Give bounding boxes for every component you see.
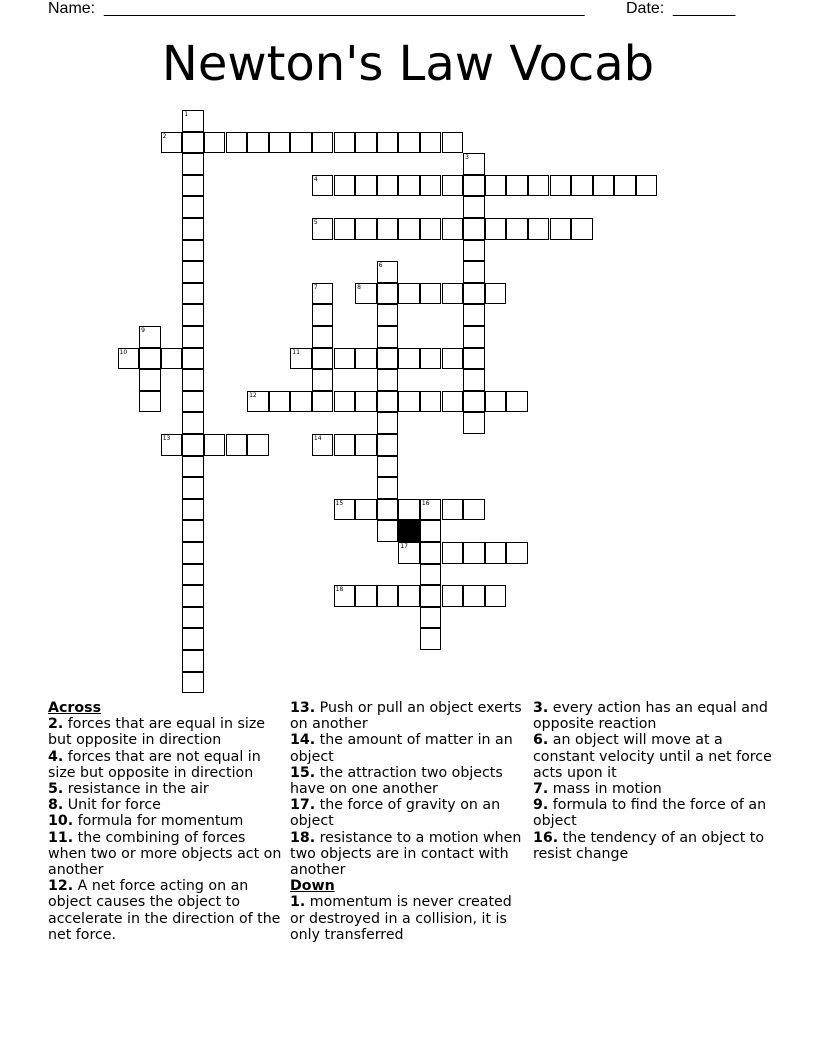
clue-text: the amount of matter in an object <box>290 732 513 765</box>
clue-number-label: 18. <box>290 829 316 846</box>
grid-cell[interactable] <box>334 175 356 197</box>
down-clue <box>533 797 773 829</box>
clue-number-label: 13. <box>290 700 316 716</box>
grid-cell[interactable] <box>355 499 377 521</box>
down-clue <box>290 894 525 943</box>
grid-cell[interactable] <box>355 175 377 197</box>
grid-cell[interactable] <box>355 132 377 154</box>
grid-cell[interactable] <box>139 326 161 348</box>
grid-cell[interactable] <box>182 348 204 370</box>
clue-text: A net force acting on an object causes the object to accelerate in the direction of the net force. <box>48 878 281 943</box>
grid-cell[interactable] <box>312 283 334 305</box>
grid-cell[interactable] <box>182 391 204 413</box>
clue-number-label: 3. <box>533 700 549 716</box>
down-clue <box>533 700 773 732</box>
grid-cell[interactable] <box>485 585 507 607</box>
grid-cell[interactable] <box>334 585 356 607</box>
clue-number: 18 <box>335 586 344 594</box>
grid-cell[interactable] <box>312 326 334 348</box>
clue-text: the attraction two objects have on one another <box>290 764 503 798</box>
grid-cell[interactable] <box>485 542 507 564</box>
grid-cell[interactable] <box>182 304 204 326</box>
grid-cell[interactable] <box>614 175 636 197</box>
grid-cell[interactable] <box>377 412 399 434</box>
grid-cell[interactable] <box>247 434 269 456</box>
down-heading: Down <box>290 878 335 895</box>
grid-cell[interactable] <box>182 542 204 564</box>
grid-cell[interactable] <box>182 283 204 305</box>
grid-cell[interactable] <box>636 175 658 197</box>
clue-number-label: 4. <box>48 748 64 765</box>
grid-cell[interactable] <box>463 283 485 305</box>
clue-number: 1 <box>184 111 189 118</box>
grid-cell[interactable] <box>463 175 485 197</box>
name-label: Name: <box>48 0 96 17</box>
clue-number: 4 <box>313 175 318 183</box>
clue-number-label: 14. <box>290 732 316 749</box>
clue-text: formula for momentum <box>73 813 244 830</box>
clues-column-1 <box>48 700 283 943</box>
clue-number: 14 <box>313 435 322 442</box>
grid-cell[interactable] <box>161 348 183 370</box>
grid-cell[interactable] <box>182 477 204 499</box>
grid-cell[interactable] <box>420 542 442 564</box>
grid-cell[interactable] <box>269 391 291 413</box>
grid-cell[interactable] <box>420 520 442 542</box>
grid-cell[interactable] <box>463 240 485 262</box>
clue-number-label: 8. <box>48 797 64 814</box>
grid-cell[interactable] <box>463 412 485 434</box>
grid-cell[interactable] <box>528 175 550 197</box>
grid-cell[interactable] <box>182 456 204 478</box>
grid-cell[interactable] <box>420 132 442 154</box>
grid-cell[interactable] <box>485 175 507 197</box>
clues-column-3 <box>533 700 773 862</box>
grid-cell[interactable] <box>334 499 356 521</box>
grid-cell[interactable] <box>420 175 442 197</box>
clue-text: Push or pull an object exerts on another <box>290 700 522 733</box>
grid-cell[interactable] <box>377 477 399 499</box>
across-clue <box>48 749 283 781</box>
grid-cell[interactable] <box>442 218 464 240</box>
grid-cell[interactable] <box>334 391 356 413</box>
clue-text: forces that are equal in size but opposite in direction <box>48 716 266 749</box>
across-clue <box>290 830 525 879</box>
clue-number-label: 16. <box>533 829 559 846</box>
clue-number-label: 10. <box>48 813 74 830</box>
grid-cell[interactable] <box>377 175 399 197</box>
grid-cell[interactable] <box>550 218 572 240</box>
grid-cell[interactable] <box>226 434 248 456</box>
across-clue <box>290 700 525 732</box>
grid-cell[interactable] <box>355 283 377 305</box>
grid-cell[interactable] <box>463 585 485 607</box>
grid-cell[interactable] <box>463 391 485 413</box>
grid-cell[interactable] <box>312 132 334 154</box>
grid-cell[interactable] <box>290 348 312 370</box>
grid-cell[interactable] <box>377 456 399 478</box>
across-clue <box>48 781 283 797</box>
grid-cell[interactable] <box>593 175 615 197</box>
clue-number-label: 6. <box>533 732 549 749</box>
grid-cell[interactable] <box>182 110 204 132</box>
clue-number-label: 7. <box>533 781 549 798</box>
grid-cell[interactable] <box>463 348 485 370</box>
grid-cell[interactable] <box>420 564 442 586</box>
clue-number: 13 <box>162 435 171 442</box>
grid-cell[interactable] <box>355 585 377 607</box>
across-clue <box>48 813 283 829</box>
clue-number: 8 <box>357 283 361 291</box>
grid-cell[interactable] <box>398 542 420 564</box>
grid-cell[interactable] <box>463 326 485 348</box>
grid-cell[interactable] <box>377 369 399 391</box>
grid-cell[interactable] <box>269 132 291 154</box>
clue-number-label: 12. <box>48 878 74 895</box>
grid-cell[interactable] <box>442 175 464 197</box>
across-clue <box>290 797 525 829</box>
grid-cell[interactable] <box>506 391 528 413</box>
grid-cell[interactable] <box>377 499 399 521</box>
grid-cell[interactable] <box>312 369 334 391</box>
grid-cell[interactable] <box>398 499 420 521</box>
grid-cell[interactable] <box>420 499 442 521</box>
grid-cell[interactable] <box>506 175 528 197</box>
grid-cell[interactable] <box>182 672 204 694</box>
grid-cell[interactable] <box>182 499 204 521</box>
grid-cell[interactable] <box>334 434 356 456</box>
clue-text: an object will move at a constant velocity until a net force acts upon it <box>533 732 772 781</box>
black-square <box>398 520 420 542</box>
clue-text: Unit for force <box>63 797 161 814</box>
grid-cell[interactable] <box>420 348 442 370</box>
clue-text: every action has an equal and opposite reaction <box>533 700 768 733</box>
grid-cell[interactable] <box>182 564 204 586</box>
grid-cell[interactable] <box>377 434 399 456</box>
grid-cell[interactable] <box>442 499 464 521</box>
grid-cell[interactable] <box>182 175 204 197</box>
clue-number: 10 <box>119 348 128 356</box>
grid-cell[interactable] <box>182 628 204 650</box>
grid-cell[interactable] <box>182 369 204 391</box>
grid-cell[interactable] <box>139 348 161 370</box>
grid-cell[interactable] <box>485 391 507 413</box>
clue-number-label: 9. <box>533 797 549 814</box>
grid-cell[interactable] <box>463 196 485 218</box>
grid-cell[interactable] <box>204 434 226 456</box>
grid-cell[interactable] <box>377 218 399 240</box>
grid-cell[interactable] <box>398 175 420 197</box>
grid-cell[interactable] <box>290 391 312 413</box>
grid-cell[interactable] <box>312 218 334 240</box>
clue-number: 5 <box>313 219 318 226</box>
grid-cell[interactable] <box>420 585 442 607</box>
clue-text: forces that are not equal in size but opposite in direction <box>48 748 261 781</box>
grid-cell[interactable] <box>182 412 204 434</box>
grid-cell[interactable] <box>226 132 248 154</box>
grid-cell[interactable] <box>118 348 140 370</box>
clue-number: 11 <box>292 348 300 356</box>
grid-cell[interactable] <box>442 391 464 413</box>
across-heading: Across <box>48 700 102 716</box>
across-clue <box>48 878 283 943</box>
grid-cell[interactable] <box>312 304 334 326</box>
grid-cell[interactable] <box>377 132 399 154</box>
clue-number-label: 2. <box>48 716 64 733</box>
grid-cell[interactable] <box>312 175 334 197</box>
grid-cell[interactable] <box>182 326 204 348</box>
clue-text: the tendency of an object to resist change <box>533 829 765 862</box>
grid-cell[interactable] <box>312 391 334 413</box>
grid-cell[interactable] <box>377 585 399 607</box>
name-line: ______________________________________________________ <box>104 0 585 17</box>
grid-cell[interactable] <box>182 132 204 154</box>
clue-number: 6 <box>378 262 383 270</box>
clue-number-label: 15. <box>290 764 316 781</box>
grid-cell[interactable] <box>463 261 485 283</box>
across-clue <box>48 797 283 813</box>
grid-cell[interactable] <box>182 434 204 456</box>
grid-cell[interactable] <box>398 391 420 413</box>
grid-cell[interactable] <box>182 153 204 175</box>
clue-number: 2 <box>162 132 167 140</box>
grid-cell[interactable] <box>463 499 485 521</box>
clue-number-label: 17. <box>290 797 316 814</box>
grid-cell[interactable] <box>204 132 226 154</box>
page-title: Newton's Law Vocab <box>161 36 655 92</box>
grid-cell[interactable] <box>463 153 485 175</box>
clue-number: 7 <box>313 283 318 291</box>
grid-cell[interactable] <box>506 218 528 240</box>
grid-cell[interactable] <box>442 348 464 370</box>
grid-cell[interactable] <box>355 348 377 370</box>
grid-cell[interactable] <box>161 434 183 456</box>
down-clue <box>533 732 773 781</box>
grid-cell[interactable] <box>377 304 399 326</box>
grid-cell[interactable] <box>420 283 442 305</box>
grid-cell[interactable] <box>420 628 442 650</box>
grid-cell[interactable] <box>463 542 485 564</box>
grid-cell[interactable] <box>355 434 377 456</box>
grid-cell[interactable] <box>398 585 420 607</box>
down-clue <box>533 781 773 797</box>
grid-cell[interactable] <box>442 585 464 607</box>
clue-text: the force of gravity on an object <box>290 797 501 830</box>
clue-number: 15 <box>335 499 344 507</box>
date-label: Date: <box>626 0 665 17</box>
grid-cell[interactable] <box>398 348 420 370</box>
grid-cell[interactable] <box>550 175 572 197</box>
clue-number: 12 <box>249 391 257 399</box>
grid-cell[interactable] <box>463 369 485 391</box>
across-clue <box>290 765 525 797</box>
grid-cell[interactable] <box>485 283 507 305</box>
grid-cell[interactable] <box>355 218 377 240</box>
grid-cell[interactable] <box>247 132 269 154</box>
grid-cell[interactable] <box>377 520 399 542</box>
clue-text: the combining of forces when two or more objects act on another <box>48 829 282 879</box>
grid-cell[interactable] <box>182 585 204 607</box>
clue-number-label: 1. <box>290 894 306 911</box>
grid-cell[interactable] <box>334 348 356 370</box>
grid-cell[interactable] <box>463 218 485 240</box>
grid-cell[interactable] <box>398 218 420 240</box>
clues-column-2 <box>290 700 525 943</box>
grid-cell[interactable] <box>377 261 399 283</box>
grid-cell[interactable] <box>398 283 420 305</box>
grid-cell[interactable] <box>442 132 464 154</box>
clue-number: 3 <box>465 154 469 162</box>
clue-number: 17 <box>400 543 408 550</box>
grid-cell[interactable] <box>442 283 464 305</box>
grid-cell[interactable] <box>485 218 507 240</box>
grid-cell[interactable] <box>506 542 528 564</box>
grid-cell[interactable] <box>182 196 204 218</box>
grid-cell[interactable] <box>182 240 204 262</box>
clue-text: momentum is never created or destroyed in a collision, it is only transferred <box>290 894 512 943</box>
clue-number: 9 <box>141 327 145 334</box>
clue-number-label: 5. <box>48 781 64 798</box>
across-clue <box>48 830 283 879</box>
grid-cell[interactable] <box>182 218 204 240</box>
grid-cell[interactable] <box>161 132 183 154</box>
grid-cell[interactable] <box>377 283 399 305</box>
grid-cell[interactable] <box>442 542 464 564</box>
grid-cell[interactable] <box>377 391 399 413</box>
grid-cell[interactable] <box>420 607 442 629</box>
clue-text: mass in motion <box>548 781 662 798</box>
grid-cell[interactable] <box>182 607 204 629</box>
grid-cell[interactable] <box>571 175 593 197</box>
grid-cell[interactable] <box>182 650 204 672</box>
grid-cell[interactable] <box>355 391 377 413</box>
across-clue <box>48 716 283 748</box>
grid-cell[interactable] <box>290 132 312 154</box>
grid-cell[interactable] <box>182 261 204 283</box>
clue-text: formula to find the force of an object <box>533 797 767 830</box>
grid-cell[interactable] <box>334 218 356 240</box>
grid-cell[interactable] <box>463 304 485 326</box>
clue-number-label: 11. <box>48 829 74 846</box>
grid-cell[interactable] <box>312 348 334 370</box>
grid-cell[interactable] <box>571 218 593 240</box>
date-line: _______ <box>673 0 736 17</box>
grid-cell[interactable] <box>182 520 204 542</box>
across-clue <box>290 732 525 764</box>
grid-cell[interactable] <box>334 132 356 154</box>
clue-number: 16 <box>421 499 430 507</box>
down-clue <box>533 830 773 862</box>
clue-text: resistance in the air <box>63 781 209 798</box>
grid-cell[interactable] <box>420 218 442 240</box>
clue-text: resistance to a motion when two objects are in contact with another <box>290 829 522 879</box>
grid-cell[interactable] <box>377 326 399 348</box>
grid-cell[interactable] <box>528 218 550 240</box>
grid-cell[interactable] <box>312 434 334 456</box>
grid-cell[interactable] <box>377 348 399 370</box>
grid-cell[interactable] <box>247 391 269 413</box>
grid-cell[interactable] <box>420 391 442 413</box>
grid-cell[interactable] <box>139 369 161 391</box>
grid-cell[interactable] <box>139 391 161 413</box>
grid-cell[interactable] <box>398 132 420 154</box>
